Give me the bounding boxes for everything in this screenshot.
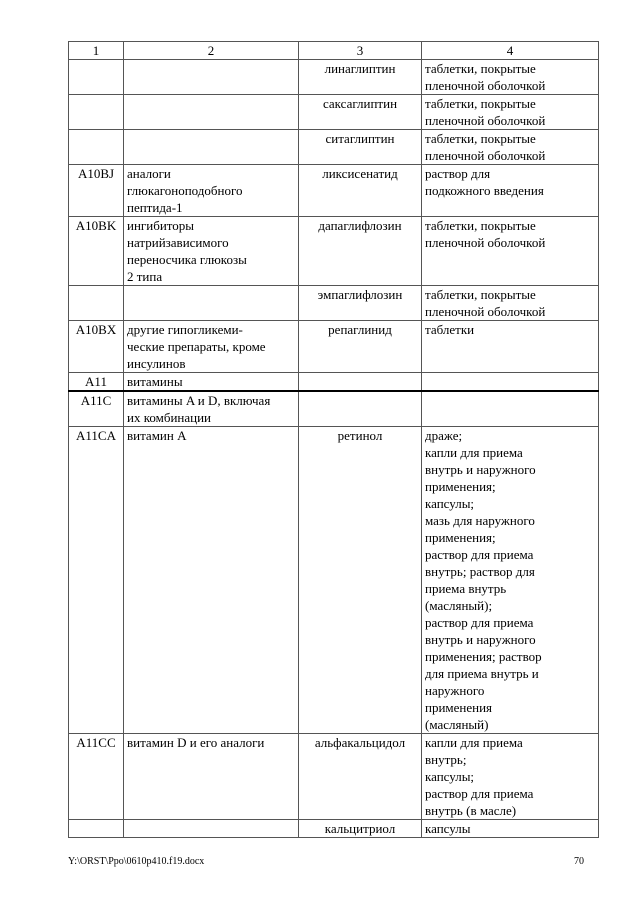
dosage-form-cell: таблетки, покрытые пленочной оболочкой: [422, 95, 599, 130]
atc-code-cell: A10BX: [69, 321, 124, 373]
group-cell: [124, 95, 299, 130]
atc-code-cell: [69, 820, 124, 838]
group-cell: ингибиторы натрийзависимого переносчика глюкозы 2 типа: [124, 217, 299, 286]
atc-code-cell: A11: [69, 373, 124, 392]
drug-table: [68, 41, 599, 838]
header-col-4: 4: [422, 42, 599, 60]
group-cell: витамины A и D, включая их комбинации: [124, 391, 299, 427]
dosage-form-cell: капли для приема внутрь; капсулы; раствор для приема внутрь (в масле): [422, 734, 599, 820]
footer-file-path: Y:\ORST\Ppo\0610p410.f19.docx: [68, 856, 205, 867]
dosage-form-cell: капсулы: [422, 820, 599, 838]
group-cell: аналоги глюкагоноподобного пептида-1: [124, 165, 299, 217]
atc-code-cell: [69, 130, 124, 165]
table-row: [69, 427, 599, 734]
atc-code-cell: [69, 286, 124, 321]
header-col-3: 3: [299, 42, 422, 60]
group-cell: [124, 60, 299, 95]
atc-code-cell: [69, 60, 124, 95]
table-header-row: [69, 42, 599, 60]
atc-code-cell: A11CA: [69, 427, 124, 734]
drug-name-cell: саксаглиптин: [299, 95, 422, 130]
dosage-form-cell: [422, 373, 599, 392]
drug-name-cell: линаглиптин: [299, 60, 422, 95]
dosage-form-cell: таблетки, покрытые пленочной оболочкой: [422, 60, 599, 95]
drug-name-cell: альфакальцидол: [299, 734, 422, 820]
footer-page-number: 70: [574, 856, 584, 867]
atc-code-cell: [69, 95, 124, 130]
table-row: [69, 286, 599, 321]
table-row: [69, 820, 599, 838]
table-row: [69, 60, 599, 95]
atc-code-cell: A11CC: [69, 734, 124, 820]
drug-name-cell: ситаглиптин: [299, 130, 422, 165]
atc-code-cell: A10BK: [69, 217, 124, 286]
group-cell: [124, 820, 299, 838]
table-row: [69, 391, 599, 427]
drug-name-cell: репаглинид: [299, 321, 422, 373]
header-col-1: 1: [69, 42, 124, 60]
group-cell: [124, 286, 299, 321]
table-row: [69, 130, 599, 165]
drug-name-cell: дапаглифлозин: [299, 217, 422, 286]
drug-name-cell: ликсисенатид: [299, 165, 422, 217]
header-col-2: 2: [124, 42, 299, 60]
drug-name-cell: [299, 373, 422, 392]
table-body: [69, 60, 599, 838]
group-cell: витамины: [124, 373, 299, 392]
group-cell: другие гипогликеми- ческие препараты, кроме инсулинов: [124, 321, 299, 373]
drug-name-cell: кальцитриол: [299, 820, 422, 838]
dosage-form-cell: таблетки: [422, 321, 599, 373]
group-cell: витамин D и его аналоги: [124, 734, 299, 820]
dosage-form-cell: таблетки, покрытые пленочной оболочкой: [422, 130, 599, 165]
atc-code-cell: A11C: [69, 391, 124, 427]
group-cell: [124, 130, 299, 165]
dosage-form-cell: таблетки, покрытые пленочной оболочкой: [422, 286, 599, 321]
dosage-form-cell: драже; капли для приема внутрь и наружного применения; капсулы; мазь для наружного применения; раствор для приема внутрь; раствор для приема внутрь (масляный); раствор для приема внутрь и наружного применения; раствор для приема внутрь и наружного применения (масляный): [422, 427, 599, 734]
table-row: [69, 373, 599, 392]
table-row: [69, 165, 599, 217]
table-row: [69, 321, 599, 373]
table-row: [69, 95, 599, 130]
atc-code-cell: A10BJ: [69, 165, 124, 217]
group-cell: витамин A: [124, 427, 299, 734]
dosage-form-cell: раствор для подкожного введения: [422, 165, 599, 217]
drug-name-cell: эмпаглифлозин: [299, 286, 422, 321]
dosage-form-cell: таблетки, покрытые пленочной оболочкой: [422, 217, 599, 286]
dosage-form-cell: [422, 391, 599, 427]
drug-name-cell: [299, 391, 422, 427]
drug-name-cell: ретинол: [299, 427, 422, 734]
table-row: [69, 217, 599, 286]
table-row: [69, 734, 599, 820]
